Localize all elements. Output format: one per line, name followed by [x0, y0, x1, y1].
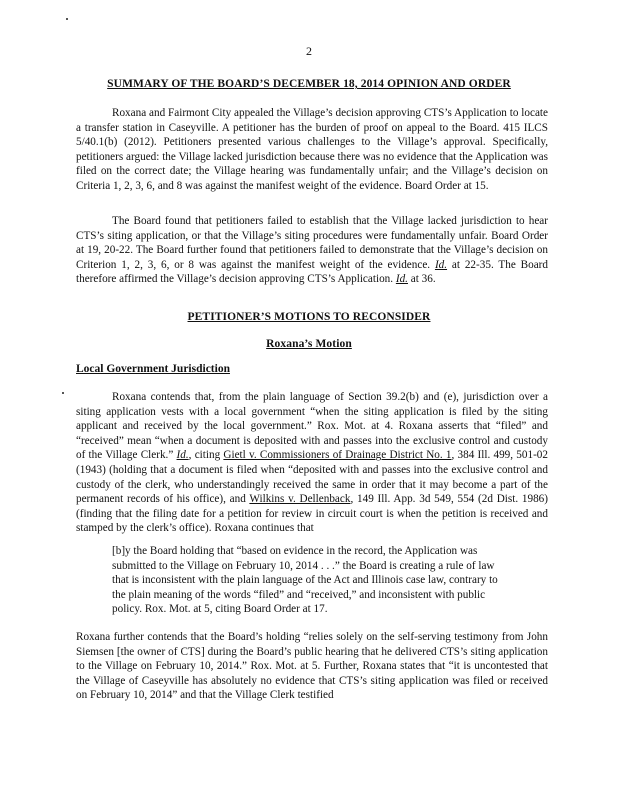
jurisdiction-paragraph-1: Roxana contends that, from the plain language of Section 39.2(b) and (e), jurisdiction over a siting application vests with a local government “when the siting application is filed by the siting applicant and received by the local government.” Rox. Mot. at 4. Roxana asserts that “filed” and “received” mean “when a document is deposited with and passes into the exclusive control and custody of the Village Clerk.” Id., citing Gietl v. Commissioners of Drainage District No. 1, 384 Ill. 499, 501-02 (1943) (holding that a document is filed when “deposited with and passes into the exclusive control and custody of the clerk, who understandingly received the same in order that it may become a part of the permanent records of his office), and Wilkins v. Dellenback, 149 Ill. App. 3d 549, 554 (2d Dist. 1986) (finding that the filing date for a petition for review in circuit court is when the petition is received and stamped by the clerk’s office). Roxana continues that: [76, 391, 548, 535]
summary-paragraph-2: The Board found that petitioners failed to establish that the Village lacked jurisdiction to hear CTS’s siting application, or that the Village’s siting procedures were fundamentally unfair. Board Order at 19, 20-22. The Board further found that petitioners failed to demonstrate that the Village’s decision on Criterion 1, 2, 3, 6, or 8 was against the manifest weight of the evidence. Id. at 22-35. The Board therefore affirmed the Village’s decision approving CTS’s Application. Id. at 36.: [76, 215, 548, 286]
local-government-jurisdiction-heading: Local Government Jurisdiction: [76, 363, 230, 375]
id-citation: Id.: [176, 449, 189, 462]
jurisdiction-paragraph-2: Roxana further contends that the Board’s holding “relies solely on the self-serving testimony from John Siemsen [the owner of CTS] during the Board’s public hearing that he delivered CTS’s siting application to the Village on February 10, 2014.” Rox. Mot. at 5. Further, Roxana states that “it is uncontested that the Village of Caseyville has absolutely no evidence that CTS’s siting application was filed or received on February 10, 2014” and that the Village Clerk testified: [76, 631, 548, 702]
summary-heading: SUMMARY OF THE BOARD’S DECEMBER 18, 2014 OPINION AND ORDER: [107, 78, 511, 90]
id-citation: Id.: [434, 258, 448, 271]
roxana-motion-heading: Roxana’s Motion: [266, 338, 352, 350]
scan-speck: [66, 18, 68, 20]
motions-heading: PETITIONER’S MOTIONS TO RECONSIDER: [187, 311, 431, 323]
scan-speck: [62, 392, 64, 394]
summary-paragraph-1: Roxana and Fairmont City appealed the Village’s decision approving CTS’s Application to locate a transfer station in Caseyville. A petitioner has the burden of proof on appeal to the Board. 415 ILCS 5/40.1(b) (2012). Petitioners presented various challenges to the Village’s approval. Specifically, petitioners argued: the Village lacked jurisdiction because there was no evidence that the Application was filed on the correct date; the Village hearing was fundamentally unfair; and the Village’s decision on Criteria 1, 2, 3, 6, and 8 was against the manifest weight of the evidence. Board Order at 15.: [76, 107, 548, 192]
page-number: 2: [306, 44, 312, 58]
id-citation: Id.: [395, 273, 408, 286]
case-citation-gietl: Gietl v. Commissioners of Drainage District No. 1: [223, 449, 452, 462]
case-citation-wilkins: Wilkins v. Dellenback: [249, 493, 351, 506]
block-quote: [b]y the Board holding that “based on evidence in the record, the Application was submitted to the Village on February 10, 2014 . . .” the Board is creating a rule of law that is inconsistent with the plain language of the Act and Illinois case law, contrary to the plain meaning of the words “filed” and “received,” and inconsistent with public policy. Rox. Mot. at 5, citing Board Order at 17.: [112, 545, 498, 616]
